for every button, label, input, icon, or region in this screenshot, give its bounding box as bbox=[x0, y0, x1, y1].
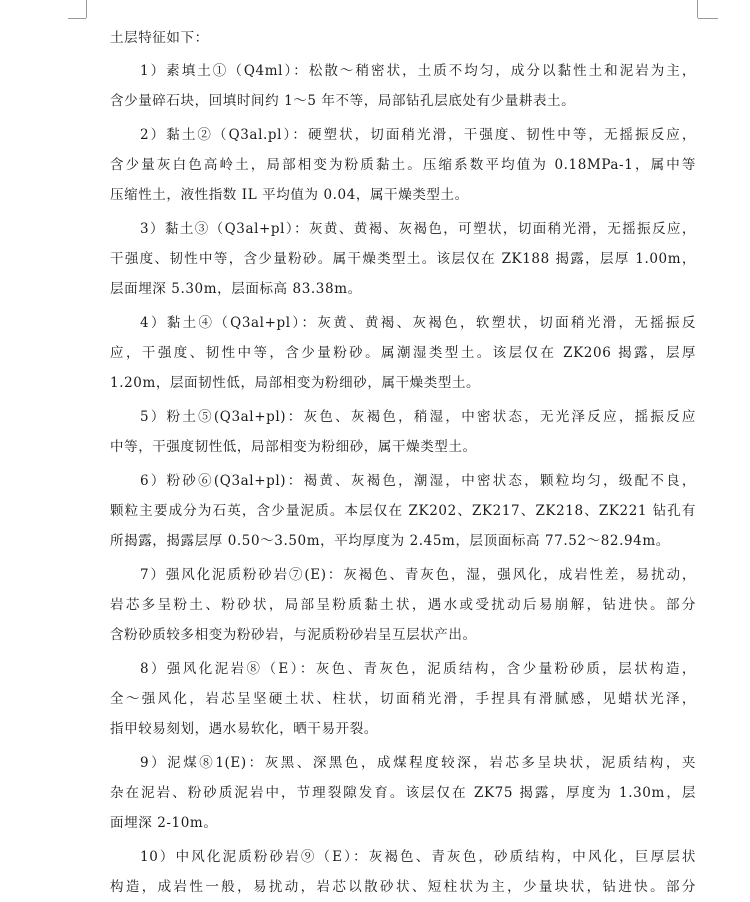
paragraph-line: 应，干强度、韧性中等，含少量粉砂。属潮湿类型土。该层仅在 ZK206 揭露，层厚 bbox=[110, 345, 696, 361]
crop-mark-top-left bbox=[68, 18, 86, 19]
paragraph-line: 指甲较易刻划，遇水易软化，晒干易开裂。 bbox=[110, 721, 378, 737]
soil-layer-paragraph bbox=[110, 654, 696, 744]
paragraph-line: 构造，成岩性一般，易扰动，岩芯以散砂状、短柱状为主，少量块状，钻进快。部分 bbox=[110, 879, 696, 895]
paragraph-line: 5）粉土⑤(Q3al+pl)：灰色、灰褐色，稍湿，中密状态，无光泽反应，摇振反应 bbox=[140, 409, 696, 425]
paragraph-line: 2）黏土②（Q3al.pl）：硬塑状，切面稍光滑，干强度、韧性中等，无摇振反应， bbox=[140, 127, 696, 143]
paragraph-line: 10）中风化泥质粉砂岩⑨（E）：灰褐色、青灰色，砂质结构，中风化，巨厚层状 bbox=[140, 849, 696, 865]
paragraph-line: 6）粉砂⑥(Q3al+pl)：褐黄、灰褐色，潮湿，中密状态，颗粒均匀，级配不良， bbox=[140, 473, 696, 489]
paragraph-line: 含粉砂质较多相变为粉砂岩，与泥质粉砂岩呈互层状产出。 bbox=[110, 627, 477, 643]
paragraph-line: 4）黏土④（Q3al+pl）：灰黄、黄褐、灰褐色，软塑状，切面稍光滑，无摇振反 bbox=[140, 315, 696, 331]
paragraph-line: 层面埋深 5.30m，层面标高 83.38m。 bbox=[110, 281, 362, 297]
paragraph-line: 1.20m，层面韧性低，局部相变为粉细砂，属干燥类型土。 bbox=[110, 375, 481, 391]
soil-layer-paragraph bbox=[110, 402, 696, 462]
paragraph-line: 干强度、韧性中等，含少量粉砂。属干燥类型土。该层仅在 ZK188 揭露，层厚 1.00m， bbox=[110, 251, 696, 267]
soil-layer-paragraph bbox=[110, 214, 696, 304]
soil-layer-paragraph bbox=[110, 748, 696, 838]
soil-layer-paragraph bbox=[110, 120, 696, 210]
paragraph-line: 压缩性土，液性指数 IL 平均值为 0.04，属干燥类型土。 bbox=[110, 187, 469, 203]
document-body[interactable] bbox=[110, 24, 696, 902]
paragraph-line: 全～强风化，岩芯呈坚硬土状、柱状，切面稍光滑，手捏具有滑腻感，见蜡状光泽， bbox=[110, 691, 696, 707]
soil-layer-paragraph bbox=[110, 560, 696, 650]
paragraph-line: 中等，干强度韧性低，局部相变为粉细砂，属干燥类型土。 bbox=[110, 439, 477, 455]
soil-layer-paragraph bbox=[110, 842, 696, 902]
soil-layer-paragraph bbox=[110, 56, 696, 116]
paragraph-line: 3）黏土③（Q3al+pl）：灰黄、黄褐、灰褐色，可塑状，切面稍光滑，无摇振反应， bbox=[140, 221, 696, 237]
paragraph-line: 9）泥煤⑧1(E)：灰黑、深黑色，成煤程度较深，岩芯多呈块状，泥质结构，夹 bbox=[140, 755, 696, 771]
paragraph-line: 所揭露，揭露层厚 0.50～3.50m，平均厚度为 2.45m，层顶面标高 77.52～82.94m。 bbox=[110, 533, 670, 549]
paragraph-line: 7）强风化泥质粉砂岩⑦(E)：灰褐色、青灰色，湿，强风化，成岩性差，易扰动， bbox=[140, 567, 696, 583]
paragraph-line: 面埋深 2-10m。 bbox=[110, 815, 218, 831]
paragraph-line: 含少量灰白色高岭土，局部相变为粉质黏土。压缩系数平均值为 0.18MPa-1，属中等 bbox=[110, 157, 696, 173]
soil-layer-paragraph bbox=[110, 466, 696, 556]
paragraph-line: 8）强风化泥岩⑧（E）：灰色、青灰色，泥质结构，含少量粉砂质，层状构造， bbox=[140, 661, 696, 677]
paragraph-line: 含少量碎石块，回填时间约 1～5 年不等，局部钻孔层底处有少量耕表土。 bbox=[110, 93, 576, 109]
paragraph-line: 1）素填土①（Q4ml）：松散～稍密状，土质不均匀，成分以黏性土和泥岩为主， bbox=[140, 63, 696, 79]
paragraph-line: 颗粒主要成分为石英，含少量泥质。本层仅在 ZK202、ZK217、ZK218、ZK221 钻孔有 bbox=[110, 503, 696, 519]
paragraph-line: 岩芯多呈粉土、粉砂状，局部呈粉质黏土状，遇水或受扰动后易崩解，钻进快。部分 bbox=[110, 597, 696, 613]
crop-mark-top-left bbox=[86, 0, 87, 18]
section-heading: 土层特征如下： bbox=[110, 30, 209, 46]
soil-layer-list bbox=[110, 56, 696, 902]
crop-mark-top-right bbox=[698, 18, 718, 19]
crop-mark-top-right bbox=[697, 0, 698, 18]
soil-layer-paragraph bbox=[110, 308, 696, 398]
paragraph-line: 杂在泥岩、粉砂质泥岩中，节理裂隙发育。该层仅在 ZK75 揭露，厚度为 1.30m，层 bbox=[110, 785, 696, 801]
